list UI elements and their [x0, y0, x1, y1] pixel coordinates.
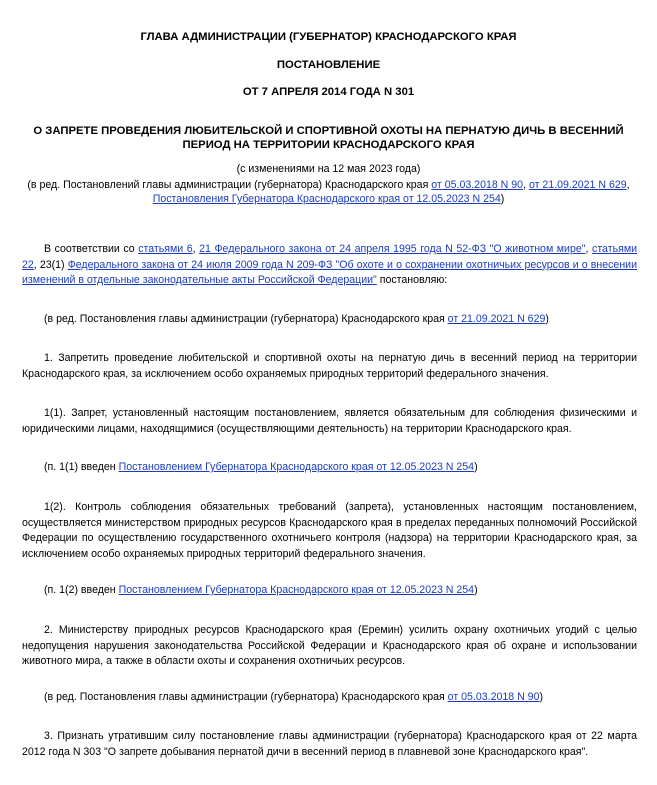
amendment-note [44, 690, 637, 705]
note-end: ) [539, 691, 543, 703]
authority-heading: ГЛАВА АДМИНИСТРАЦИИ (ГУБЕРНАТОР) КРАСНОДАРСКОГО КРАЯ [140, 31, 517, 43]
document-title: О ЗАПРЕТЕ ПРОВЕДЕНИЯ ЛЮБИТЕЛЬСКОЙ И СПОРТИВНОЙ ОХОТЫ НА ПЕРНАТУЮ ДИЧЬ В ВЕСЕННИЙ ПЕРИОД НА ТЕРРИТОРИИ КРАСНОДАРСКОГО КРАЯ [33, 125, 624, 151]
revision-prefix: (в ред. Постановлений главы администрации (губернатора) Краснодарского края [27, 179, 432, 191]
link-decree-2021-629[interactable]: от 21.09.2021 N 629 [528, 179, 627, 191]
amendment-note [44, 312, 637, 327]
changes-as-of: (с изменениями на 12 мая 2023 года) [236, 163, 421, 175]
preamble-paragraph [22, 242, 637, 289]
preamble-text: , 23(1) [33, 258, 68, 271]
note-text: (п. 1(1) введен [44, 461, 119, 473]
note-text: (п. 1(2) введен [44, 584, 119, 596]
preamble-text: В соответствии со [44, 243, 139, 255]
link-decree-2023-254[interactable]: Постановлением Губернатора Краснодарского края от 12.05.2023 N 254 [118, 461, 475, 473]
link-decree-2021-629[interactable]: от 21.09.2021 N 629 [447, 313, 546, 325]
note-end: ) [474, 584, 478, 596]
revision-separator: , [626, 179, 630, 191]
link-law-52fz[interactable]: 21 Федерального закона от 24 апреля 1995 года N 52-ФЗ "О животном мире" [199, 243, 586, 255]
preamble-text: , [585, 243, 593, 255]
amendment-note [44, 460, 637, 475]
clause-2: 2. Министерству природных ресурсов Краснодарского края (Еремин) усилить охрану охотничьих угодий с целью недопущения нарушения законодательства Российской Федерации и Краснодарского края об охране и использовании животного мира, а также в области охоты и сохранения охотничьих ресурсов. [22, 624, 637, 667]
link-decree-2018-90[interactable]: от 05.03.2018 N 90 [431, 179, 524, 191]
revision-separator: , [523, 179, 529, 191]
clause-1-2: 1(2). Контроль соблюдения обязательных требований (запрета), установленных настоящим постановлением, осуществляется министерством природных ресурсов Краснодарского края в пределах переданных полномочий Российской Федерации по осуществлению государственного охотничьего контроля (надзора) на территории Краснодарского края, за исключением особо охраняемых природных территорий федерального значения. [22, 501, 637, 560]
link-article-6[interactable]: статьями 6 [138, 243, 193, 255]
revision-suffix: ) [500, 193, 505, 205]
link-decree-2023-254[interactable]: Постановления Губернатора Краснодарского края от 12.05.2023 N 254 [152, 193, 501, 205]
note-text: (в ред. Постановления главы администрации (губернатора) Краснодарского края [44, 313, 448, 325]
amendment-note [44, 583, 637, 598]
clause-1-1: 1(1). Запрет, установленный настоящим постановлением, является обязательным для соблюдения физическими и юридическими лицами, находящимися (осуществляющими деятельность) на территории Краснодарского края. [22, 407, 637, 435]
preamble-text: , [192, 243, 200, 255]
note-text: (в ред. Постановления главы администрации (губернатора) Краснодарского края [44, 691, 448, 703]
link-article-22[interactable]: статьями 22 [22, 243, 638, 271]
revision-note [20, 178, 637, 206]
note-end: ) [474, 461, 478, 473]
document-type: ПОСТАНОВЛЕНИЕ [276, 59, 381, 71]
clause-3: 3. Признать утратившим силу постановление главы администрации (губернатора) Краснодарского края от 22 марта 2012 года N 303 "О запрете добывания пернатой дичи в весенний период в плавневой зоне Краснодарского края". [22, 730, 637, 758]
link-decree-2023-254[interactable]: Постановлением Губернатора Краснодарского края от 12.05.2023 N 254 [118, 584, 475, 596]
link-law-209fz[interactable]: Федерального закона от 24 июля 2009 года N 209-ФЗ "Об охоте и о сохранении охотничьих ресурсов и о внесении изменений в отдельные законодательные акты Российской Федерации" [22, 258, 637, 286]
preamble-text: постановляю: [376, 274, 448, 286]
clause-1: 1. Запретить проведение любительской и спортивной охоты на пернатую дичь в весенний период на территории Краснодарского края, за исключением особо охраняемых природных территорий федерального значения. [22, 352, 637, 380]
note-end: ) [545, 313, 549, 325]
date-number: ОТ 7 АПРЕЛЯ 2014 ГОДА N 301 [242, 86, 415, 98]
link-decree-2018-90[interactable]: от 05.03.2018 N 90 [447, 691, 540, 703]
